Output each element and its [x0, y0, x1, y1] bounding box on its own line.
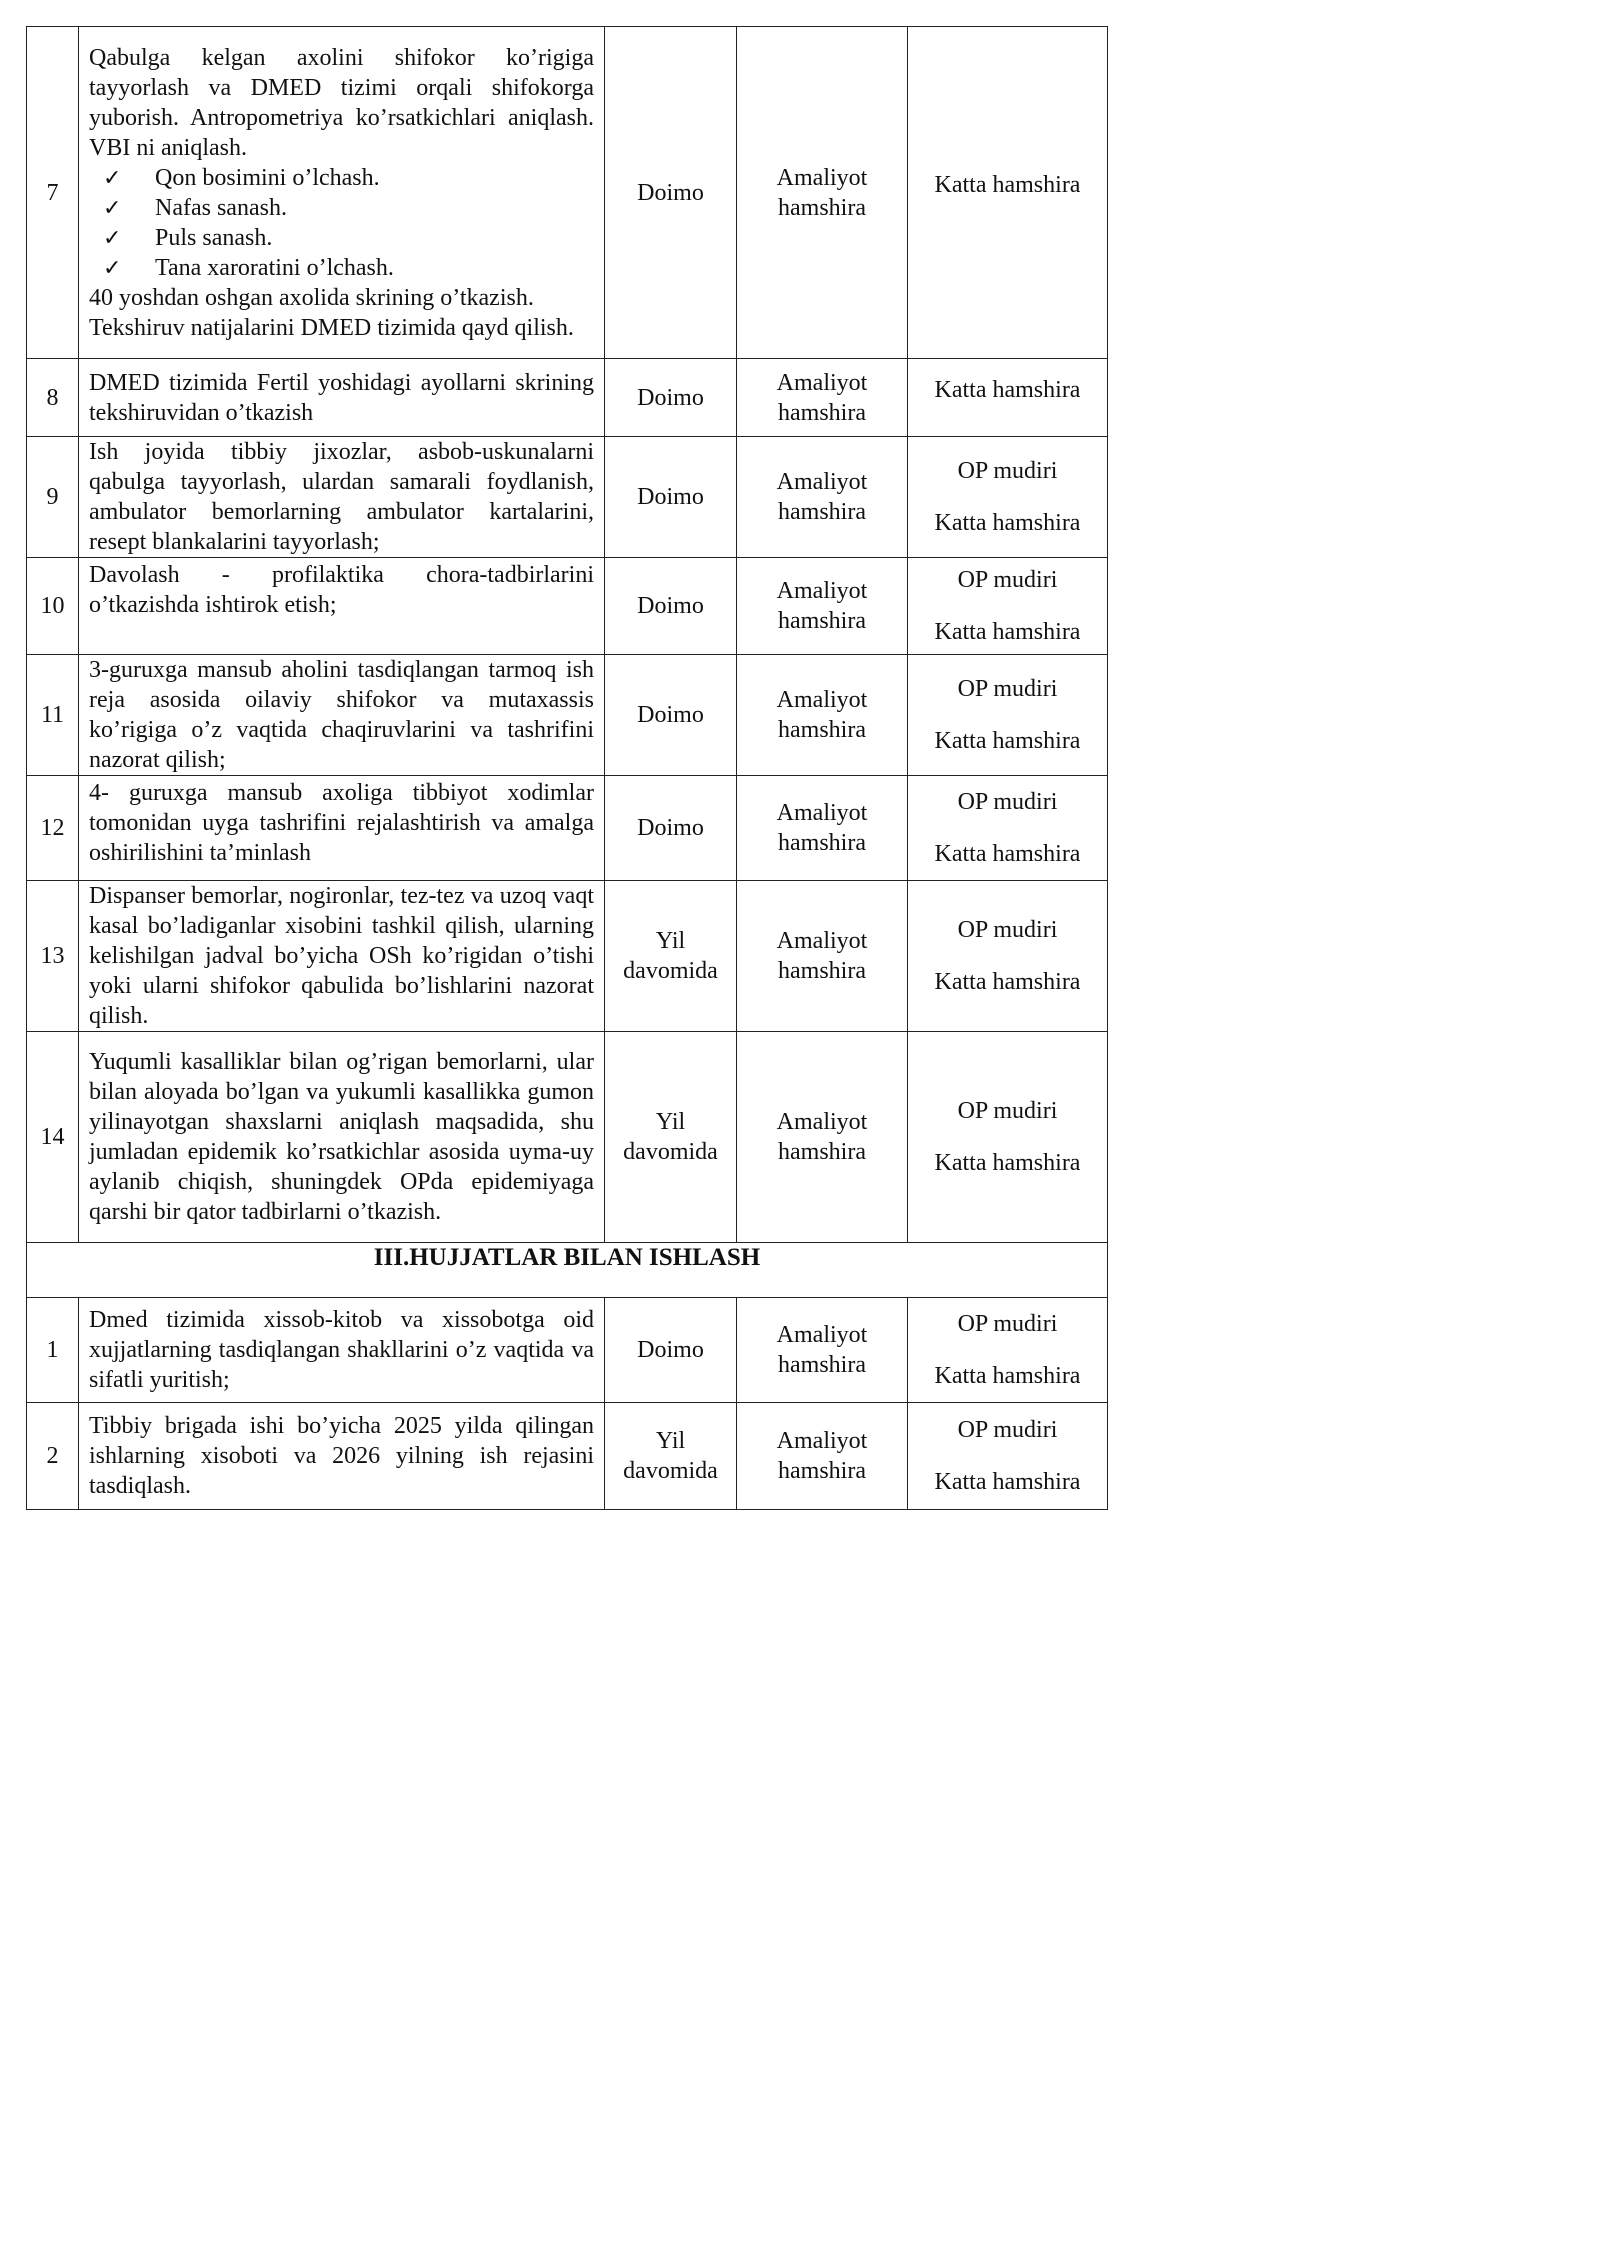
control-person: OP mudiri: [957, 917, 1058, 943]
control-person: Katta hamshira: [934, 728, 1081, 754]
deadline-cell: Doimo: [605, 359, 737, 437]
task-description: Dmed tizimida xissob-kitob va xissobotga oid xujjatlarning tasdiqlangan shakllarini o’z vaqtida va sifatli yuritish;: [79, 1298, 605, 1403]
control-person: OP mudiri: [957, 1098, 1058, 1124]
list-item: ✓ Qon bosimini o’lchash.: [103, 164, 380, 191]
deadline-cell: Yil davomida: [605, 881, 737, 1032]
control-person: Katta hamshira: [934, 1469, 1081, 1495]
responsible-cell: Amaliyot hamshira: [737, 881, 908, 1032]
row-number: 10: [27, 558, 79, 655]
work-plan-table: [26, 26, 1108, 1510]
control-person: OP mudiri: [957, 458, 1058, 484]
table-row: [27, 1032, 1108, 1243]
control-cell: [908, 1298, 1108, 1403]
task-description: [79, 27, 605, 359]
control-cell: [908, 359, 1108, 437]
control-person: OP mudiri: [957, 1311, 1058, 1337]
deadline-cell: Yil davomida: [605, 1032, 737, 1243]
list-item: ✓ Puls sanash.: [103, 224, 273, 251]
row-number: 2: [27, 1403, 79, 1510]
task-outro: Tekshiruv natijalarini DMED tizimida qayd qilish.: [89, 314, 574, 341]
control-person: Katta hamshira: [934, 510, 1081, 536]
deadline-cell: Doimo: [605, 27, 737, 359]
control-cell: [908, 1032, 1108, 1243]
deadline-cell: Doimo: [605, 1298, 737, 1403]
responsible-cell: Amaliyot hamshira: [737, 776, 908, 881]
control-person: Katta hamshira: [934, 171, 1081, 198]
control-cell: [908, 655, 1108, 776]
control-cell: [908, 558, 1108, 655]
checkmark-icon: ✓: [103, 164, 122, 190]
responsible-cell: Amaliyot hamshira: [737, 27, 908, 359]
table-row: [27, 776, 1108, 881]
task-description: Dispanser bemorlar, nogironlar, tez-tez va uzoq vaqt kasal bo’ladiganlar xisobini tashkil qilish, ularning kelishilgan jadval bo’yicha OSh ko’rigidan o’tishi yoki ularni shifokor qabulida bo’lishlarini nazorat qilish.: [79, 881, 605, 1032]
task-outro: 40 yoshdan oshgan axolida skrining o’tkazish.: [89, 284, 534, 311]
task-description: Davolash - profilaktika chora-tadbirlarini o’tkazishda ishtirok etish;: [79, 558, 605, 655]
control-person: Katta hamshira: [934, 841, 1081, 867]
responsible-cell: Amaliyot hamshira: [737, 359, 908, 437]
control-person: Katta hamshira: [934, 969, 1081, 995]
task-description: Tibbiy brigada ishi bo’yicha 2025 yilda qilingan ishlarning xisoboti va 2026 yilning ish rejasini tasdiqlash.: [79, 1403, 605, 1510]
task-description: Ish joyida tibbiy jixozlar, asbob-uskunalarni qabulga tayyorlash, ulardan samarali foydlanish, ambulator bemorlarning ambulator kartalarini, resept blankalarini tayyorlash;: [79, 437, 605, 558]
deadline-cell: Doimo: [605, 776, 737, 881]
task-description: DMED tizimida Fertil yoshidagi ayollarni skrining tekshiruvidan o’tkazish: [79, 359, 605, 437]
checkmark-icon: ✓: [103, 194, 122, 220]
table-row: [27, 1298, 1108, 1403]
list-item: ✓ Nafas sanash.: [103, 194, 287, 221]
list-item: ✓ Tana xaroratini o’lchash.: [103, 254, 394, 281]
table-row: [27, 359, 1108, 437]
row-number: 1: [27, 1298, 79, 1403]
responsible-cell: Amaliyot hamshira: [737, 655, 908, 776]
table-row: [27, 27, 1108, 359]
control-cell: [908, 437, 1108, 558]
responsible-cell: Amaliyot hamshira: [737, 1298, 908, 1403]
control-cell: [908, 881, 1108, 1032]
table-row: [27, 437, 1108, 558]
control-person: OP mudiri: [957, 1417, 1058, 1443]
control-cell: [908, 776, 1108, 881]
control-cell: [908, 27, 1108, 359]
deadline-cell: Doimo: [605, 437, 737, 558]
table-row: [27, 1403, 1108, 1510]
control-person: Katta hamshira: [934, 376, 1081, 403]
row-number: 13: [27, 881, 79, 1032]
deadline-cell: Yil davomida: [605, 1403, 737, 1510]
checkmark-icon: ✓: [103, 224, 122, 250]
control-person: Katta hamshira: [934, 1363, 1081, 1389]
row-number: 9: [27, 437, 79, 558]
table-row: [27, 558, 1108, 655]
table-row: [27, 881, 1108, 1032]
row-number: 14: [27, 1032, 79, 1243]
section-header-row: [27, 1243, 1108, 1298]
control-cell: [908, 1403, 1108, 1510]
task-description: Yuqumli kasalliklar bilan og’rigan bemorlarni, ular bilan aloyada bo’lgan va yukumli kasallikka gumon yilinayotgan shaxslarni aniqlash maqsadida, shu jumladan epidemik ko’rsatkichlar asosida uyma-uy aylanib chiqish, shuningdek OPda epidemiyaga qarshi bir qator tadbirlarni o’tkazish.: [79, 1032, 605, 1243]
task-intro: Qabulga kelgan axolini shifokor ko’rigiga tayyorlash va DMED tizimi orqali shifokorga yuborish. Antropometriya ko’rsatkichlari aniqlash. VBI ni aniqlash.: [89, 44, 594, 161]
task-description: 4- guruxga mansub axoliga tibbiyot xodimlar tomonidan uyga tashrifini rejalashtirish va amalga oshirilishini ta’minlash: [79, 776, 605, 881]
control-person: OP mudiri: [957, 567, 1058, 593]
control-person: Katta hamshira: [934, 1150, 1081, 1176]
control-person: Katta hamshira: [934, 619, 1081, 645]
deadline-cell: Doimo: [605, 655, 737, 776]
responsible-cell: Amaliyot hamshira: [737, 1032, 908, 1243]
responsible-cell: Amaliyot hamshira: [737, 437, 908, 558]
row-number: 11: [27, 655, 79, 776]
checkmark-icon: ✓: [103, 254, 122, 280]
table-row: [27, 655, 1108, 776]
task-description: 3-guruxga mansub aholini tasdiqlangan tarmoq ish reja asosida oilaviy shifokor va mutaxassis ko’rigiga o’z vaqtida chaqiruvlarini va tashrifini nazorat qilish;: [79, 655, 605, 776]
responsible-cell: Amaliyot hamshira: [737, 1403, 908, 1510]
row-number: 12: [27, 776, 79, 881]
row-number: 8: [27, 359, 79, 437]
row-number: 7: [27, 27, 79, 359]
checklist: [89, 163, 594, 283]
control-person: OP mudiri: [957, 676, 1058, 702]
deadline-cell: Doimo: [605, 558, 737, 655]
control-person: OP mudiri: [957, 789, 1058, 815]
responsible-cell: Amaliyot hamshira: [737, 558, 908, 655]
section-title: III.HUJJATLAR BILAN ISHLASH: [27, 1243, 1108, 1298]
